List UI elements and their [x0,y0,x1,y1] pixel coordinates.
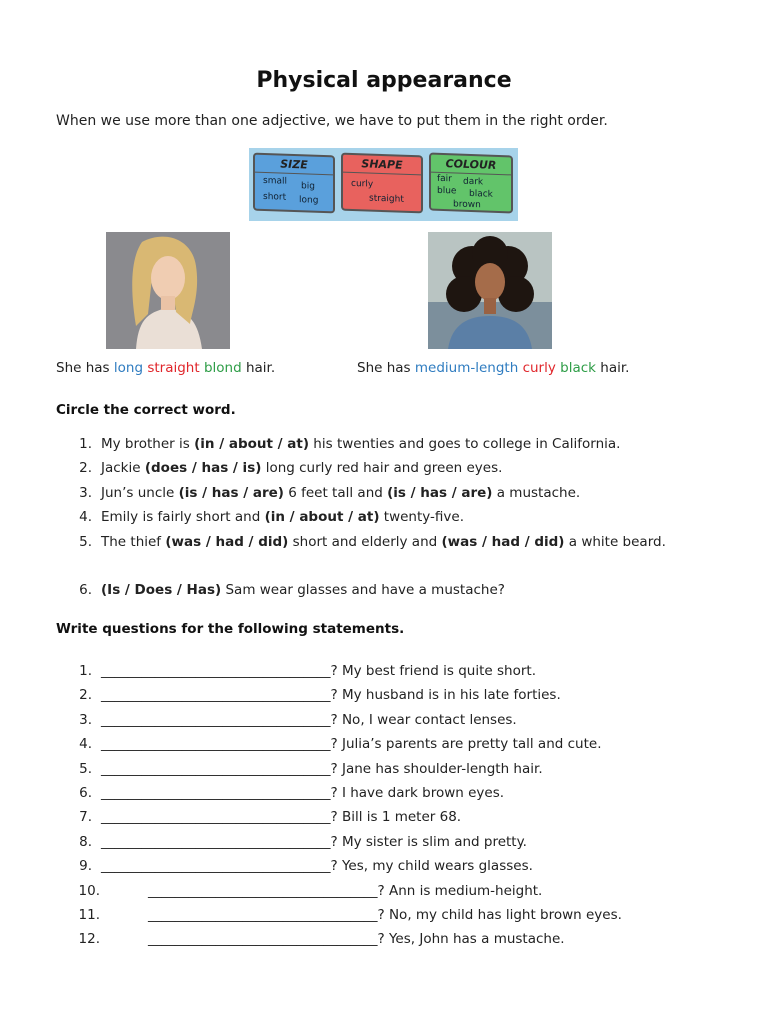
caption-left-post: hair. [241,360,276,376]
item-number: 1. [79,663,92,679]
answer-blank[interactable]: __________________________________ [101,760,331,777]
list-item [78,927,718,951]
item-text [101,805,461,829]
item-text-c: long curly red hair and green eyes. [261,460,503,477]
colour-word: black [469,188,493,200]
item-text-a: Jun’s uncle [101,484,179,501]
item-number: 3. [79,711,92,728]
item-text-e: a mustache. [492,484,581,501]
item-number: 12. [78,931,100,948]
statement: ? Bill is 1 meter 68. [330,809,462,826]
item-text [101,578,505,602]
item-text [101,530,681,554]
statement: ? Yes, my child wears glasses. [330,858,533,875]
item-text [101,830,527,854]
list-item [78,781,718,805]
shape-word: curly [351,178,374,190]
section1-heading: Circle the correct word. [56,402,236,418]
list-item [78,456,718,480]
list-item [78,757,718,781]
size-box [253,153,335,214]
choice-group[interactable]: (was / had / did) [441,533,565,550]
caption-left [56,360,275,376]
item-text [101,683,561,707]
size-word: big [301,181,315,192]
statement: ? My husband is in his late forties. [330,687,561,704]
intro-text: When we use more than one adjective, we have to put them in the right order. [56,113,608,129]
item-number: 10. [78,882,100,899]
write-questions-list [78,659,718,952]
colour-box [429,153,513,214]
caption-right-post: hair. [596,360,630,376]
item-text [148,903,622,927]
item-text [148,927,565,951]
size-word: long [299,195,319,206]
list-item [78,659,718,683]
item-text [101,432,620,456]
adjective-order-banner [249,148,518,221]
item-text [101,456,502,480]
circle-word-list [78,432,718,603]
choice-group[interactable]: (in / about / at) [194,436,310,452]
item-number: 2. [79,687,92,704]
statement: ? My best friend is quite short. [330,663,536,679]
colour-heading: COLOUR [431,155,511,176]
item-text [101,732,602,756]
item-number: 4. [79,736,92,753]
item-text-c: 6 feet tall and [283,484,388,501]
item-number: 5. [79,760,92,777]
statement: ? No, I wear contact lenses. [330,711,517,728]
curly-hair-woman-photo [428,232,552,349]
shape-box [341,153,423,214]
choice-group[interactable]: (Is / Does / Has) [101,582,222,599]
list-item [78,732,718,756]
item-number: 6. [79,784,92,801]
answer-blank[interactable]: __________________________________ [101,687,331,704]
section2-heading: Write questions for the following statements. [56,621,405,637]
list-item [78,432,718,456]
item-text-c: Sam wear glasses and have a mustache? [221,582,505,599]
item-text-a: The thief [101,533,166,550]
item-number: 8. [79,833,92,850]
caption-right-size: medium-length [414,360,519,376]
colour-word: fair [437,173,452,185]
item-text [101,659,536,683]
answer-blank[interactable]: __________________________________ [101,711,331,728]
list-item [78,879,718,903]
answer-blank[interactable]: __________________________________ [101,809,331,826]
choice-group[interactable]: (in / about / at) [264,509,380,526]
item-text [101,757,543,781]
shape-word: straight [369,193,404,205]
item-number: 1. [79,436,92,452]
caption-left-pre: She has [56,360,114,376]
item-text [101,708,517,732]
caption-right [357,360,629,376]
item-text [148,879,542,903]
list-item [78,683,718,707]
answer-blank[interactable]: __________________________________ [148,882,378,899]
list-item [78,578,718,602]
item-text [101,505,464,529]
colour-word: brown [453,199,481,211]
item-text-c: short and elderly and [288,533,442,550]
shape-heading: SHAPE [343,155,421,176]
item-text-a: My brother is [101,436,195,452]
statement: ? Ann is medium-height. [377,882,543,899]
item-text [101,781,504,805]
answer-blank[interactable]: __________________________________ [148,931,378,948]
choice-group[interactable]: (does / has / is) [144,460,262,477]
choice-group[interactable]: (was / had / did) [165,533,289,550]
list-item [78,805,718,829]
answer-blank[interactable]: __________________________________ [101,736,331,753]
statement: ? I have dark brown eyes. [330,784,505,801]
statement: ? No, my child has light brown eyes. [377,906,622,923]
statement: ? Yes, John has a mustache. [377,931,565,948]
item-text-c: his twenties and goes to college in California. [309,436,621,452]
list-item [78,481,718,505]
page-title: Physical appearance [256,68,512,93]
list-item [78,854,718,878]
answer-blank[interactable]: __________________________________ [101,858,331,875]
list-item [78,830,718,854]
item-text-a: Jackie [101,460,145,477]
caption-left-shape: straight [147,360,200,376]
colour-word: dark [463,176,484,188]
item-number: 7. [79,809,92,826]
caption-left-size: long [113,360,144,376]
answer-blank[interactable]: __________________________________ [148,906,378,923]
answer-blank[interactable]: __________________________________ [101,784,331,801]
caption-right-colour: black [560,360,596,376]
item-number: 3. [79,484,92,501]
item-text [101,481,580,505]
item-number: 2. [79,460,92,477]
statement: ? Julia’s parents are pretty tall and cute. [330,736,602,753]
list-item [78,903,718,927]
answer-blank[interactable]: __________________________________ [101,833,331,850]
item-text-a: Emily is fairly short and [101,509,265,526]
choice-group[interactable]: (is / has / are) [178,484,284,501]
item-number: 9. [79,858,92,875]
caption-right-shape: curly [522,360,556,376]
colour-word: blue [437,185,457,197]
caption-right-pre: She has [357,360,415,376]
item-text-e: a white beard. [564,533,666,550]
item-number: 6. [79,582,92,599]
item-number: 4. [79,509,92,526]
answer-blank[interactable]: __________________________________ [101,663,331,679]
size-heading: SIZE [255,155,333,176]
choice-group[interactable]: (is / has / are) [387,484,493,501]
list-item [78,708,718,732]
item-number: 11. [78,906,100,923]
statement: ? My sister is slim and pretty. [330,833,527,850]
size-word: short [263,191,287,203]
caption-left-colour: blond [203,360,242,376]
item-text [101,854,533,878]
statement: ? Jane has shoulder-length hair. [330,760,543,777]
list-item [78,505,718,529]
size-word: small [263,175,287,187]
item-number: 5. [79,533,92,550]
blond-woman-photo [106,232,230,349]
item-text-c: twenty-five. [379,509,464,526]
list-item [78,530,718,579]
